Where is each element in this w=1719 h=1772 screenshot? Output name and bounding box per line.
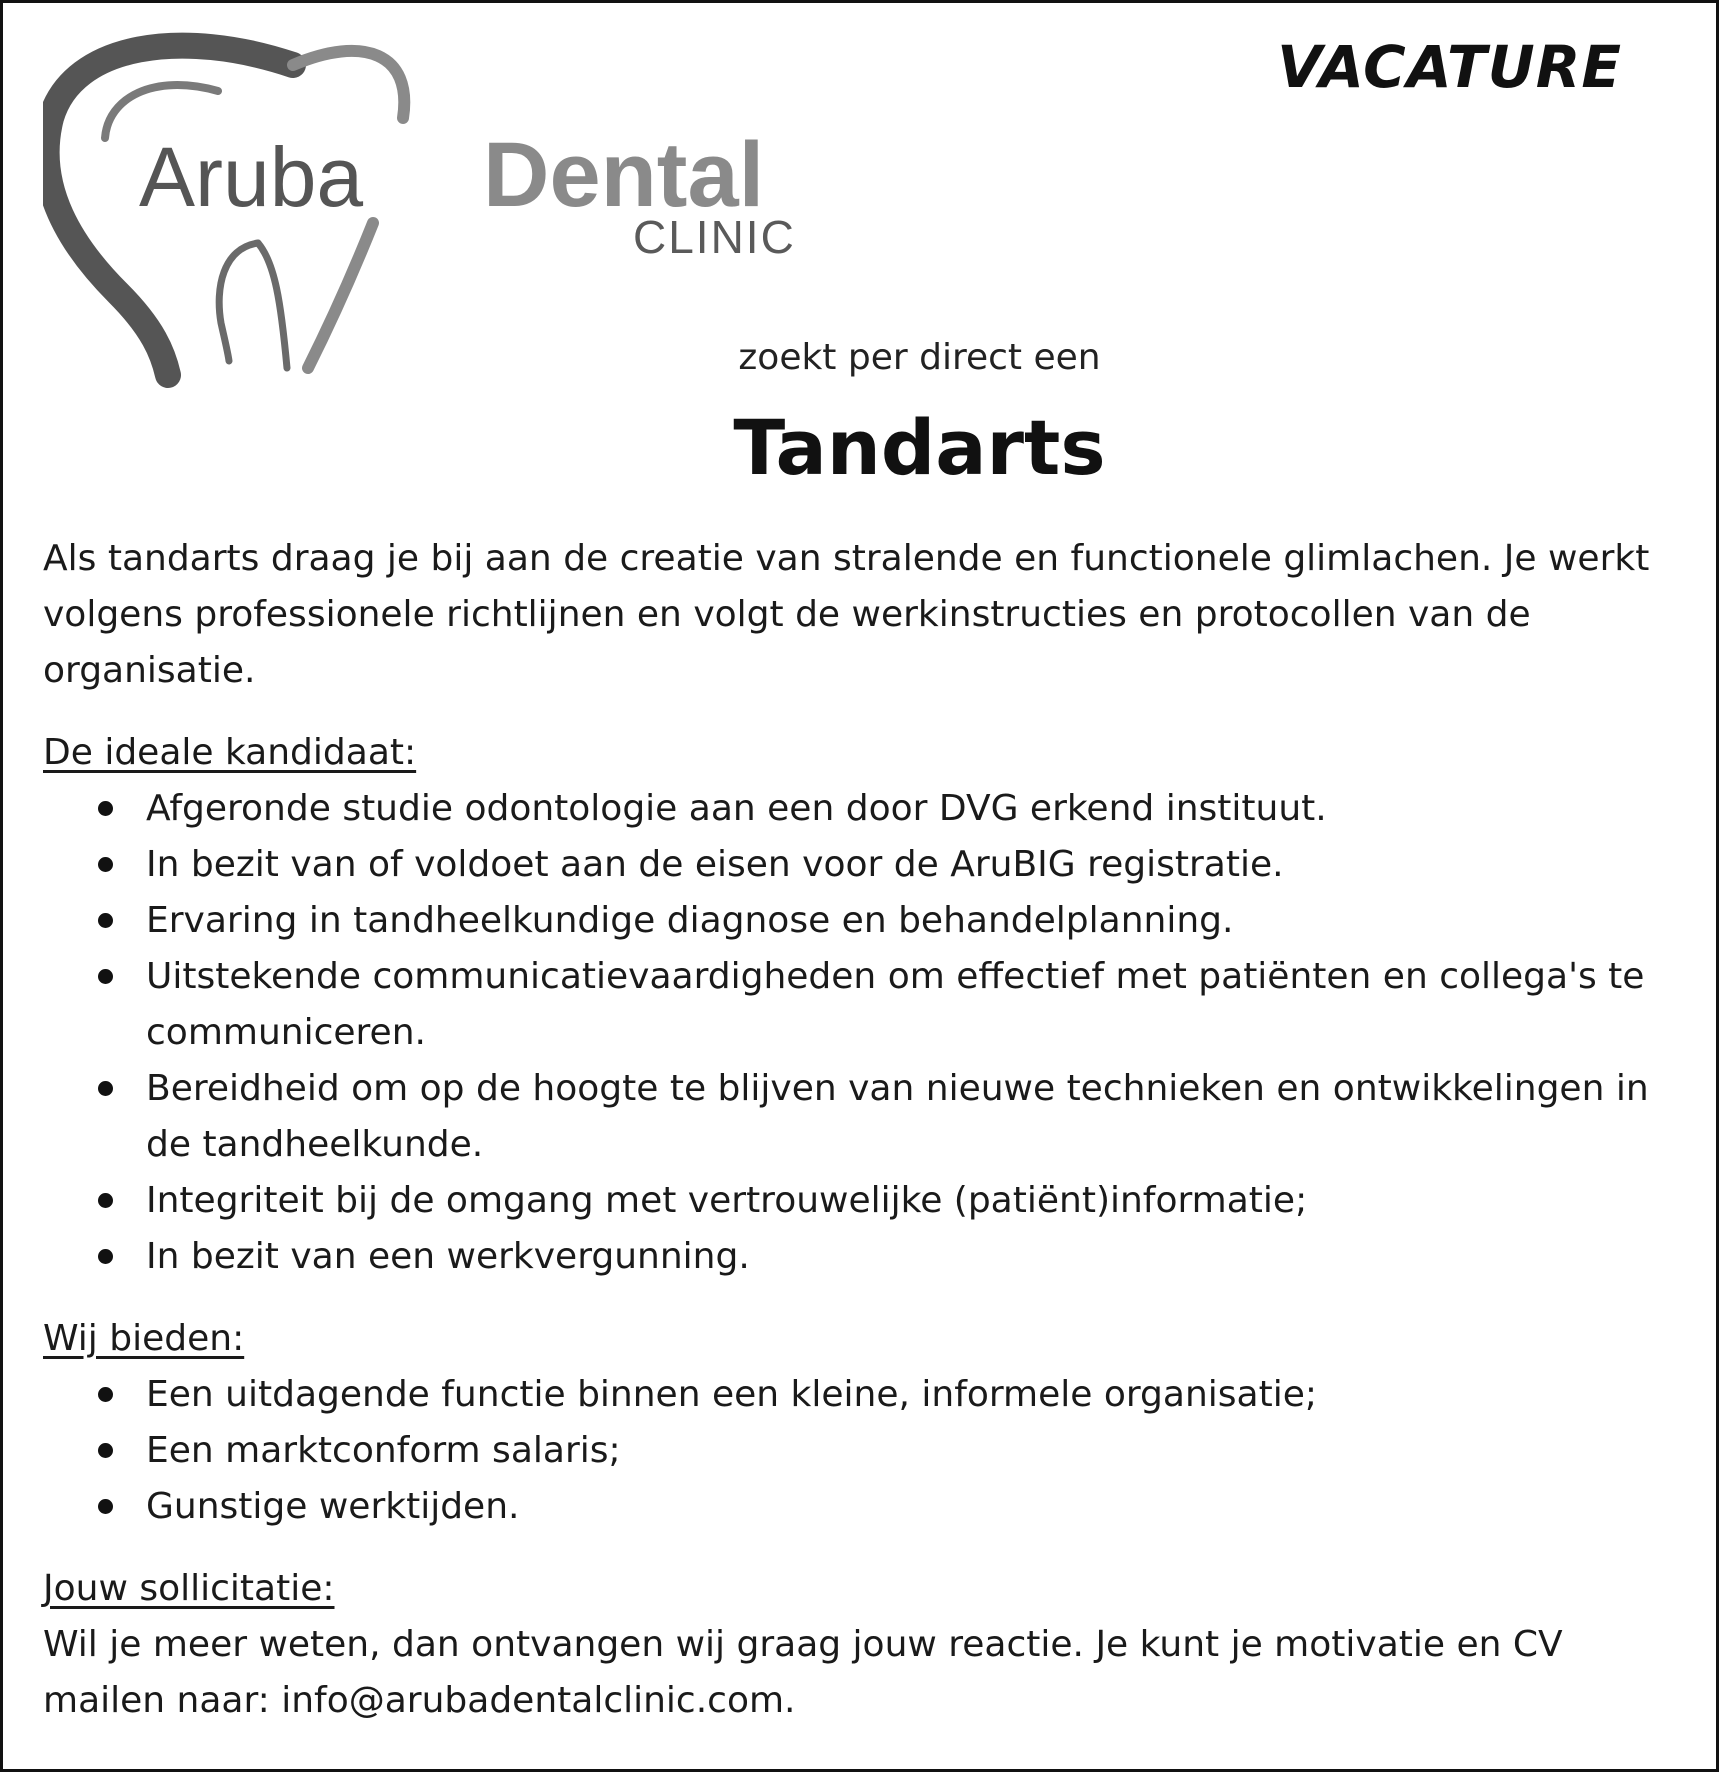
- job-title: Tandarts: [733, 403, 1106, 492]
- logo-name-part2: Dental: [483, 124, 765, 226]
- logo-name-part1: Aruba: [139, 130, 364, 224]
- list-item: Gunstige werktijden.: [146, 1479, 1676, 1535]
- logo-tagline: CLINIC: [633, 211, 796, 263]
- offer-list: [43, 1367, 1676, 1535]
- list-item: In bezit van of voldoet aan de eisen voor de AruBIG registratie.: [146, 837, 1676, 893]
- list-item: Uitstekende communicatievaardigheden om effectief met patiënten en collega's te communiceren.: [146, 949, 1676, 1061]
- list-item: In bezit van een werkvergunning.: [146, 1229, 1676, 1285]
- vacancy-content: [43, 531, 1676, 1729]
- application-text: Wil je meer weten, dan ontvangen wij graag jouw reactie. Je kunt je motivatie en CV mailen naar: info@arubadentalclinic.com.: [43, 1624, 1563, 1721]
- list-item: Een marktconform salaris;: [146, 1423, 1676, 1479]
- list-item: Ervaring in tandheelkundige diagnose en behandelplanning.: [146, 893, 1676, 949]
- list-item: Bereidheid om op de hoogte te blijven van nieuwe technieken en ontwikkelingen in de tandheelkunde.: [146, 1061, 1676, 1173]
- application-heading: Jouw sollicitatie:: [43, 1568, 335, 1609]
- job-subtitle: zoekt per direct een: [738, 337, 1101, 378]
- list-item: Een uitdagende functie binnen een kleine, informele organisatie;: [146, 1367, 1676, 1423]
- candidate-list: [43, 781, 1676, 1285]
- vacature-label: VACATURE: [1277, 33, 1622, 101]
- list-item: Afgeronde studie odontologie aan een door DVG erkend instituut.: [146, 781, 1676, 837]
- list-item: Integriteit bij de omgang met vertrouwelijke (patiënt)informatie;: [146, 1173, 1676, 1229]
- offer-heading: Wij bieden:: [43, 1318, 245, 1359]
- intro-paragraph: Als tandarts draag je bij aan de creatie van stralende en functionele glimlachen. Je werkt volgens professionele richtlijnen en volgt de werkinstructies en protocollen van de organisatie.: [43, 538, 1650, 691]
- candidate-heading: De ideale kandidaat:: [43, 732, 417, 773]
